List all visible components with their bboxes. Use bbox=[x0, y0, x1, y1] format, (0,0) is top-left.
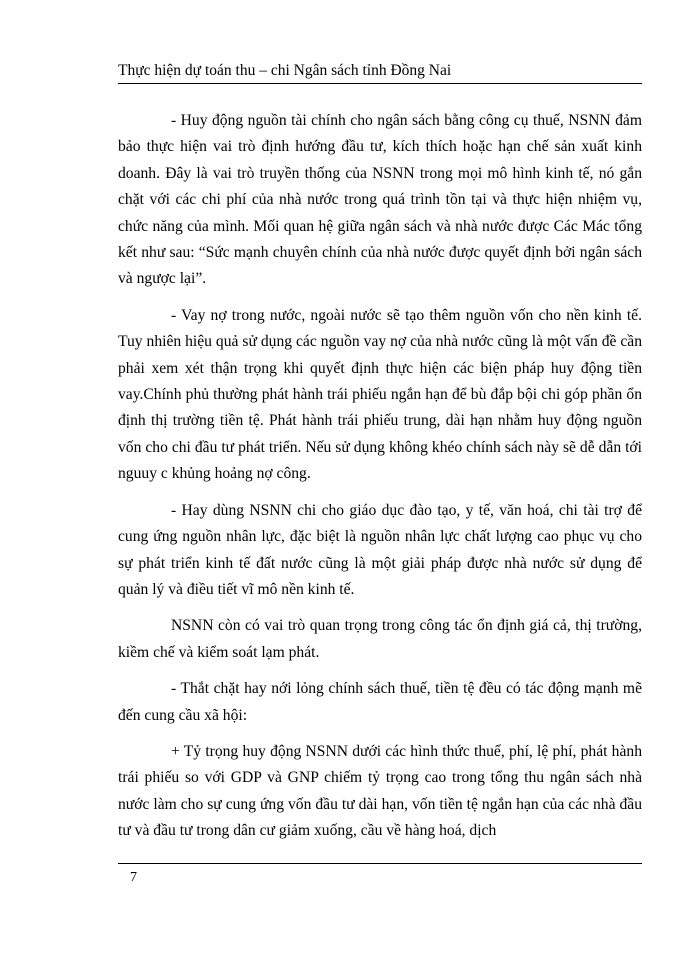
page-number: 7 bbox=[130, 870, 137, 885]
paragraph-price-stability: NSNN còn có vai trò quan trọng trong công tác ổn định giá cả, thị trường, kiềm chế và kiểm soát lạm phát. bbox=[118, 617, 642, 661]
paragraph-budget-share: + Tỷ trọng huy động NSNN dưới các hình thức thuế, phí, lệ phí, phát hành trái phiếu so với GDP và GNP chiếm tỷ trọng cao trong tổng thu ngân sách nhà nước làm cho sự cung ứng vốn đầu tư dài hạn, vốn tiền tệ ngắn hạn của các nhà đầu tư và đầu tư trong dân cư giảm xuống, cầu về hàng hoá, dịch bbox=[118, 742, 642, 840]
paragraph-tax-mobilization: - Huy động nguồn tài chính cho ngân sách bằng công cụ thuế, NSNN đảm bảo thực hiện vai trò định hướng đầu tư, kích thích hoặc hạn chế sản xuất kinh doanh. Đây là vai trò truyền thống của NSNN trong mọi mô hình kinh tế, nó gắn chặt với các chi phí của nhà nước trong quá trình tồn tại và thực hiện nhiệm vụ, chức năng của mình. Mối quan hệ giữa ngân sách và nhà nước được Các Mác tổng kết như sau: “Sức mạnh chuyên chính của nhà nước được quyết định bởi ngân sách và ngược lại”. bbox=[118, 112, 642, 288]
paragraph-borrowing: - Vay nợ trong nước, ngoài nước sẽ tạo thêm nguồn vốn cho nền kinh tế. Tuy nhiên hiệu quả sử dụng các nguồn vay nợ của nhà nước cũng là một vấn đề cần phải xem xét thận trọng khi quyết định thực hiện các biện pháp huy động tiền vay.Chính phủ thường phát hành trái phiếu ngắn hạn để bù đắp bội chi góp phần ổn định thị trường tiền tệ. Phát hành trái phiếu trung, dài hạn nhằm huy động nguồn vốn cho chi đầu tư phát triển. Nếu sử dụng không khéo chính sách này sẽ dễ dẫn tới nguuy c khủng hoảng nợ công. bbox=[118, 306, 642, 483]
footer-rule bbox=[118, 863, 642, 864]
running-header: Thực hiện dự toán thu – chi Ngân sách tỉnh Đồng Nai bbox=[118, 60, 642, 84]
paragraph-education-spending: - Hay dùng NSNN chi cho giáo dục đào tạo, y tế, văn hoá, chi tài trợ để cung ứng nguồn nhân lực, đặc biệt là nguồn nhân lực chất lượng cao phục vụ cho sự phát triển kinh tế đất nước cũng là một giải pháp được nhà nước sử dụng để quản lý và điều tiết vĩ mô nền kinh tế. bbox=[118, 501, 642, 598]
document-body bbox=[118, 108, 642, 855]
paragraph-fiscal-policy: - Thắt chặt hay nới lỏng chính sách thuế, tiền tệ đều có tác động mạnh mẽ đến cung cầu xã hội: bbox=[118, 680, 642, 724]
